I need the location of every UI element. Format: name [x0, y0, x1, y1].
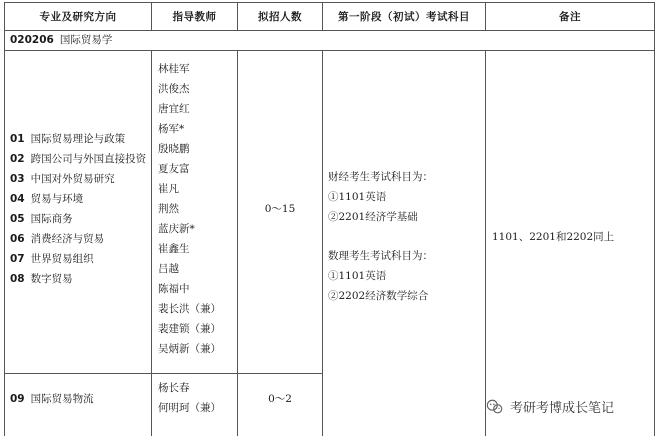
watermark-text: 考研考博成长笔记	[510, 401, 615, 416]
direction-item	[10, 213, 73, 226]
supervisor-name: 陈福中	[158, 283, 190, 295]
direction-item	[10, 153, 146, 166]
major-row-bottom-line	[4, 50, 655, 51]
supervisor-name: 林桂军	[158, 63, 190, 75]
supervisor-name: 裴长洪（兼）	[158, 303, 221, 315]
supervisor-name: 崔凡	[158, 183, 179, 195]
col-divider-3-body	[322, 50, 323, 436]
supervisor-name: 夏友富	[158, 163, 190, 175]
header-quota: 拟招人数	[258, 10, 302, 23]
quota-group2: 0～2	[268, 393, 292, 405]
direction-item	[10, 193, 83, 206]
supervisor-name: 杨长春	[158, 382, 190, 394]
direction-name: 国际贸易物流	[30, 393, 94, 405]
direction-name: 消费经济与贸易	[30, 233, 105, 245]
remark-text: 1101、2201和2202同上	[492, 231, 615, 243]
border-right	[654, 2, 655, 436]
finance-exam-item: ①1101英语	[328, 191, 387, 203]
direction-item	[10, 273, 73, 286]
supervisor-name: 洪俊杰	[158, 83, 190, 95]
wechat-icon	[486, 398, 504, 416]
supervisor-name: 殷晓鹏	[158, 143, 190, 155]
col-divider-4-body	[485, 50, 486, 436]
direction-name: 国际贸易理论与政策	[30, 133, 126, 145]
direction-name: 数字贸易	[30, 273, 73, 285]
supervisor-name: 崔鑫生	[158, 243, 190, 255]
math-exam-item: ①1101英语	[328, 270, 387, 282]
supervisor-name: 何明珂（兼）	[158, 402, 221, 414]
direction-item	[10, 253, 94, 266]
supervisor-name: 荆然	[158, 203, 179, 215]
supervisor-name: 裴建锁（兼）	[158, 323, 221, 335]
direction-code: 07	[10, 253, 25, 265]
direction-code: 09	[10, 393, 25, 405]
header-remark: 备注	[559, 10, 581, 23]
direction-09	[10, 393, 94, 406]
direction-code: 05	[10, 213, 25, 225]
major-code: 020206	[10, 34, 54, 46]
header-bottom-line	[4, 30, 655, 31]
supervisor-name: 吴炳新（兼）	[158, 343, 221, 355]
header-exam-subjects: 第一阶段（初试）考试科目	[338, 10, 470, 23]
major-row	[10, 34, 112, 47]
header-supervisor: 指导教师	[172, 10, 217, 23]
supervisor-name: 杨军*	[158, 123, 185, 135]
finance-exam-item: ②2201经济学基础	[328, 211, 418, 223]
direction-item	[10, 173, 115, 186]
math-exam-item: ②2202经济数学综合	[328, 290, 429, 302]
border-left	[4, 2, 5, 436]
direction-name: 中国对外贸易研究	[30, 173, 115, 185]
direction-code: 04	[10, 193, 25, 205]
direction-item	[10, 133, 125, 146]
supervisor-name: 吕越	[158, 263, 179, 275]
direction-code: 08	[10, 273, 25, 285]
direction-item	[10, 233, 104, 246]
direction-name: 世界贸易组织	[30, 253, 94, 265]
supervisor-name: 唐宜红	[158, 103, 190, 115]
direction-name: 跨国公司与外国直接投资	[30, 153, 147, 165]
direction-code: 02	[10, 153, 25, 165]
quota-group1: 0～15	[264, 203, 296, 215]
direction-name: 国际商务	[30, 213, 73, 225]
finance-exam-title: 财经考生考试科目为：	[328, 171, 433, 183]
header-major: 专业及研究方向	[39, 10, 117, 23]
col-divider-2-body	[237, 50, 238, 436]
group-divider-line	[4, 373, 322, 374]
watermark	[486, 397, 614, 416]
major-name: 国际贸易学	[59, 34, 113, 46]
direction-name: 贸易与环境	[30, 193, 84, 205]
direction-code: 03	[10, 173, 25, 185]
direction-code: 06	[10, 233, 25, 245]
direction-code: 01	[10, 133, 25, 145]
col-divider-1-body	[151, 50, 152, 436]
math-exam-title: 数理考生考试科目为：	[328, 250, 433, 262]
supervisor-name: 蓝庆新*	[158, 223, 195, 235]
